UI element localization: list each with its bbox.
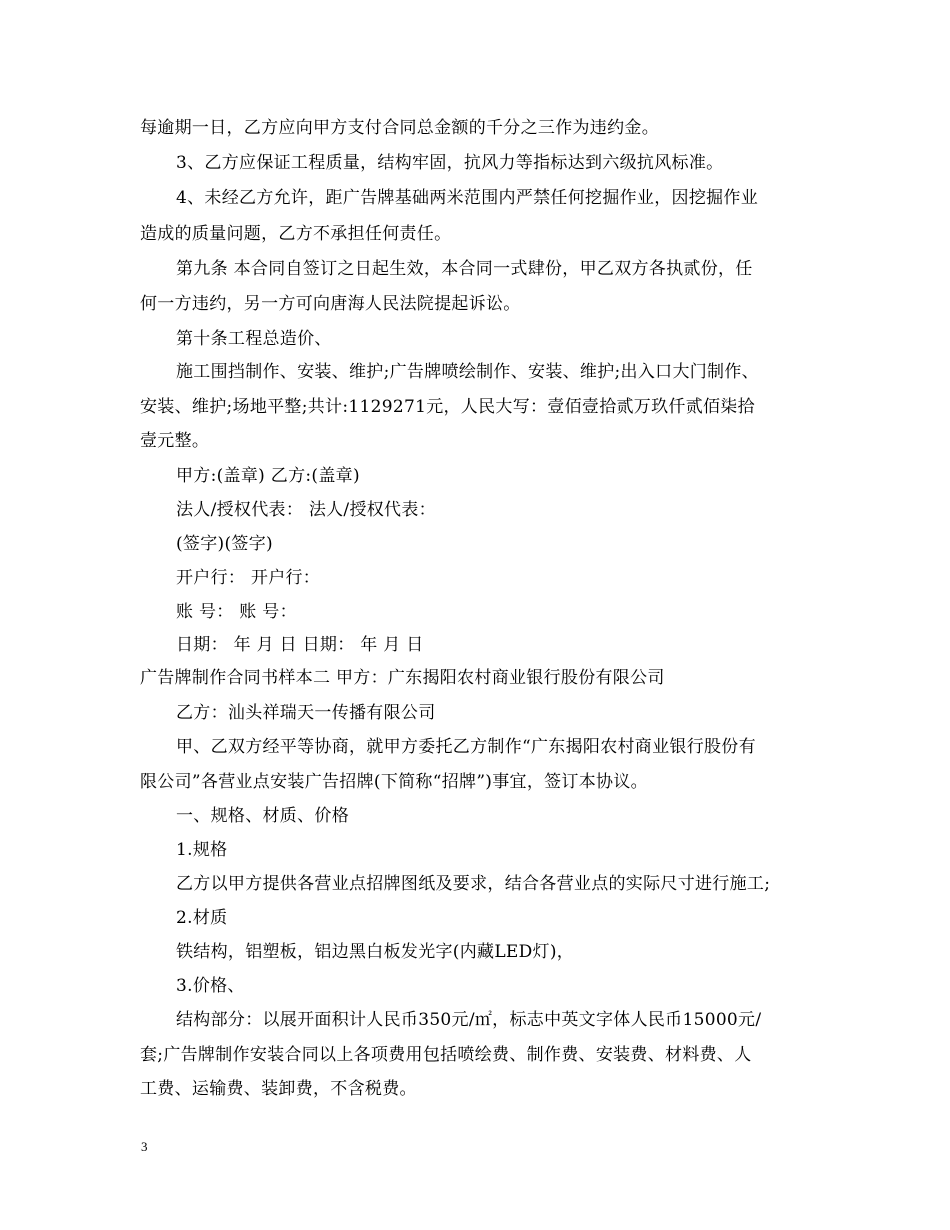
text-line: (签字)(签字) [176, 534, 273, 554]
text-line: 乙方以甲方提供各营业点招牌图纸及要求，结合各营业点的实际尺寸进行施工; [176, 874, 771, 894]
text-line: 账 号： 账 号： [176, 602, 297, 622]
text-line: 套;广告牌制作安装合同以上各项费用包括喷绘费、制作费、安装费、材料费、人 [140, 1045, 752, 1065]
text-line: 1.规格 [176, 840, 228, 860]
text-line: 乙方：汕头祥瑞天一传播有限公司 [176, 703, 436, 723]
text-line: 铁结构，铝塑板，铝边黑白板发光字(内藏LED灯)， [176, 942, 575, 962]
text-line: 4、未经乙方允许，距广告牌基础两米范围内严禁任何挖掘作业，因挖掘作业 [176, 188, 759, 208]
text-line: 法人/授权代表： 法人/授权代表： [176, 500, 436, 520]
text-line: 何一方违约，另一方可向唐海人民法院提起诉讼。 [140, 294, 521, 314]
text-line: 第九条 本合同自签订之日起生效，本合同一式肆份，甲乙双方各执贰份，任 [176, 259, 753, 279]
text-line: 造成的质量问题，乙方不承担任何责任。 [140, 224, 452, 244]
text-line: 3.价格、 [176, 976, 245, 996]
text-line: 安装、维护;场地平整;共计:1129271元，人民大写：壹佰壹拾贰万玖仟贰佰柒拾 [140, 397, 755, 417]
text-line: 第十条工程总造价、 [176, 329, 332, 349]
page-number: 3 [141, 1139, 148, 1154]
text-line: 施工围挡制作、安装、维护;广告牌喷绘制作、安装、维护;出入口大门制作、 [176, 362, 759, 382]
text-line: 限公司”各营业点安装广告招牌(下简称“招牌”)事宜，签订本协议。 [140, 772, 648, 792]
text-line: 日期： 年 月 日 日期： 年 月 日 [176, 635, 424, 655]
text-line: 壹元整。 [140, 431, 210, 451]
text-line: 甲、乙双方经平等协商，就甲方委托乙方制作“广东揭阳农村商业银行股份有 [176, 737, 756, 757]
text-line: 广告牌制作合同书样本二 甲方：广东揭阳农村商业银行股份有限公司 [140, 668, 665, 688]
text-line: 结构部分：以展开面积计人民币350元/㎡，标志中英文字体人民币15000元/ [176, 1010, 762, 1030]
text-line: 一、规格、材质、价格 [176, 806, 349, 826]
text-line: 甲方:(盖章) 乙方:(盖章) [176, 466, 360, 486]
text-line: 开户行： 开户行： [176, 568, 321, 588]
text-line: 2.材质 [176, 908, 228, 928]
text-line: 工费、运输费、装卸费，不含税费。 [140, 1079, 417, 1099]
text-line: 3、乙方应保证工程质量，结构牢固，抗风力等指标达到六级抗风标准。 [176, 153, 724, 173]
text-line: 每逾期一日，乙方应向甲方支付合同总金额的千分之三作为违约金。 [140, 118, 659, 138]
